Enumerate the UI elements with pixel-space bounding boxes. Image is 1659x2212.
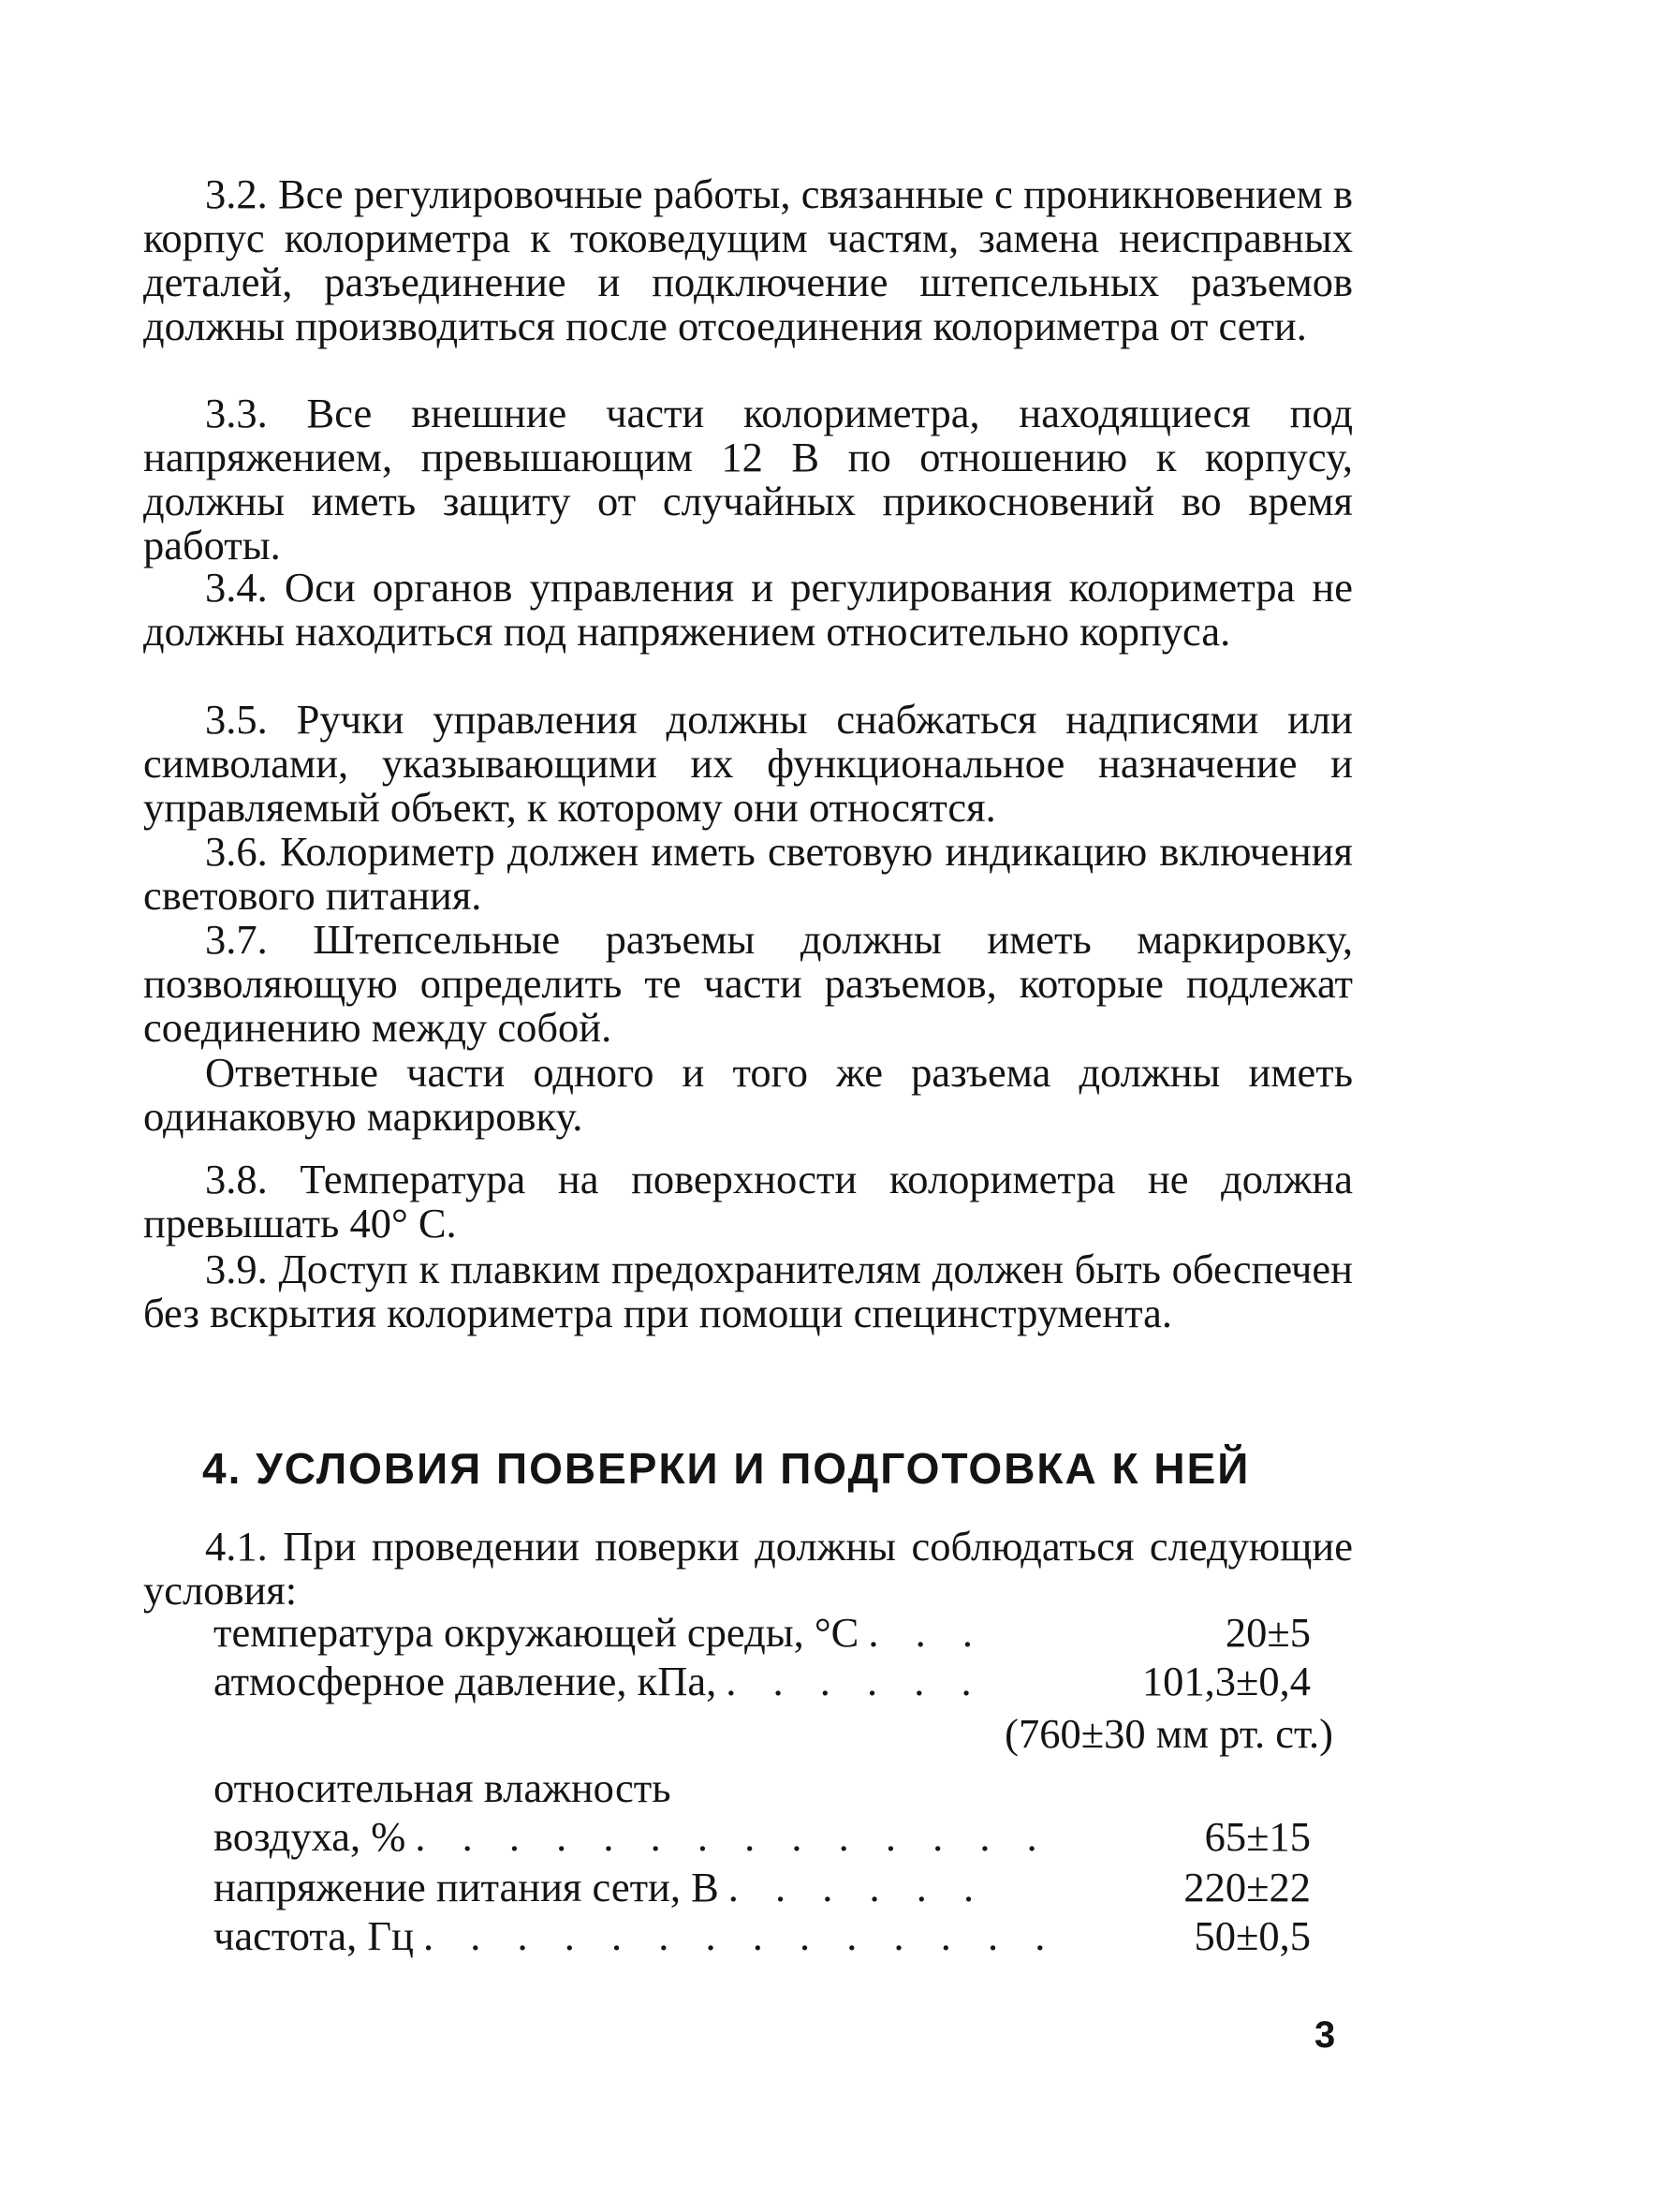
paragraph-3-6: 3.6. Колориметр должен иметь световую индикацию включения светового питания. bbox=[143, 828, 1353, 919]
condition-value: 101,3±0,4 bbox=[1141, 1658, 1311, 1704]
condition-name: температура окружающей среды, °С bbox=[213, 1609, 859, 1656]
condition-value: 50±0,5 bbox=[1194, 1912, 1311, 1959]
dot-leader: . . . . . . . . . . . . . . bbox=[415, 1815, 1050, 1859]
paragraph-3-4: 3.4. Оси органов управления и регулирования колориметра не должны находиться под напряжением относительно корпуса. bbox=[143, 564, 1353, 655]
condition-value: 220±22 bbox=[1183, 1864, 1311, 1910]
paragraph-3-8: 3.8. Температура на поверхности колориметра не должна превышать 40° С. bbox=[143, 1156, 1353, 1246]
paragraph-4-1: 4.1. При проведении поверки должны соблюдаться следующие условия: bbox=[143, 1523, 1353, 1614]
paragraph-3-7: 3.7. Штепсельные разъемы должны иметь маркировку, позволяющую определить те части разъемов, которые подлежат соединению между собой. bbox=[143, 916, 1353, 1051]
condition-temperature bbox=[213, 1611, 1311, 1658]
dot-leader: . . . bbox=[868, 1611, 986, 1655]
condition-name: напряжение питания сети, В bbox=[213, 1864, 719, 1910]
condition-value: 20±5 bbox=[1225, 1609, 1311, 1656]
dot-leader: . . . . . . . . . . . . . . bbox=[422, 1914, 1059, 1958]
condition-pressure bbox=[213, 1659, 1311, 1706]
condition-value: 65±15 bbox=[1204, 1813, 1311, 1860]
dot-leader: . . . . . . bbox=[726, 1659, 985, 1703]
page-number: 3 bbox=[1314, 2014, 1336, 2056]
condition-name: атмосферное давление, кПа, bbox=[213, 1658, 717, 1704]
dot-leader: . . . . . . bbox=[727, 1865, 988, 1910]
condition-frequency bbox=[213, 1914, 1311, 1961]
paragraph-3-2: 3.2. Все регулировочные работы, связанные с проникновением в корпус колориметра к токоведущим частям, замена неисправных деталей, разъединение и подключение штепсельных разъемов должны производиться после отсоединения колориметра от сети. bbox=[143, 170, 1353, 349]
condition-name: воздуха, % bbox=[213, 1813, 406, 1860]
condition-name: частота, Гц bbox=[213, 1912, 414, 1959]
condition-pressure-note: (760±30 мм рт. ст.) bbox=[1005, 1710, 1333, 1757]
condition-voltage bbox=[213, 1865, 1311, 1912]
condition-humidity-label: относительная влажность bbox=[213, 1764, 671, 1811]
section-4-heading: 4. УСЛОВИЯ ПОВЕРКИ И ПОДГОТОВКА К НЕЙ bbox=[202, 1444, 1251, 1493]
paragraph-3-9: 3.9. Доступ к плавким предохранителям должен быть обеспечен без вскрытия колориметра при помощи специнструмента. bbox=[143, 1246, 1353, 1336]
condition-humidity bbox=[213, 1815, 1311, 1862]
paragraph-3-3: 3.3. Все внешние части колориметра, находящиеся под напряжением, превышающим 12 В по отношению к корпусу, должны иметь защиту от случайных прикосновений во время работы. bbox=[143, 390, 1353, 568]
paragraph-3-5: 3.5. Ручки управления должны снабжаться надписями или символами, указывающими их функциональное назначение и управляемый объект, к которому они относятся. bbox=[143, 696, 1353, 831]
paragraph-3-7-note: Ответные части одного и того же разъема должны иметь одинаковую маркировку. bbox=[143, 1049, 1353, 1140]
